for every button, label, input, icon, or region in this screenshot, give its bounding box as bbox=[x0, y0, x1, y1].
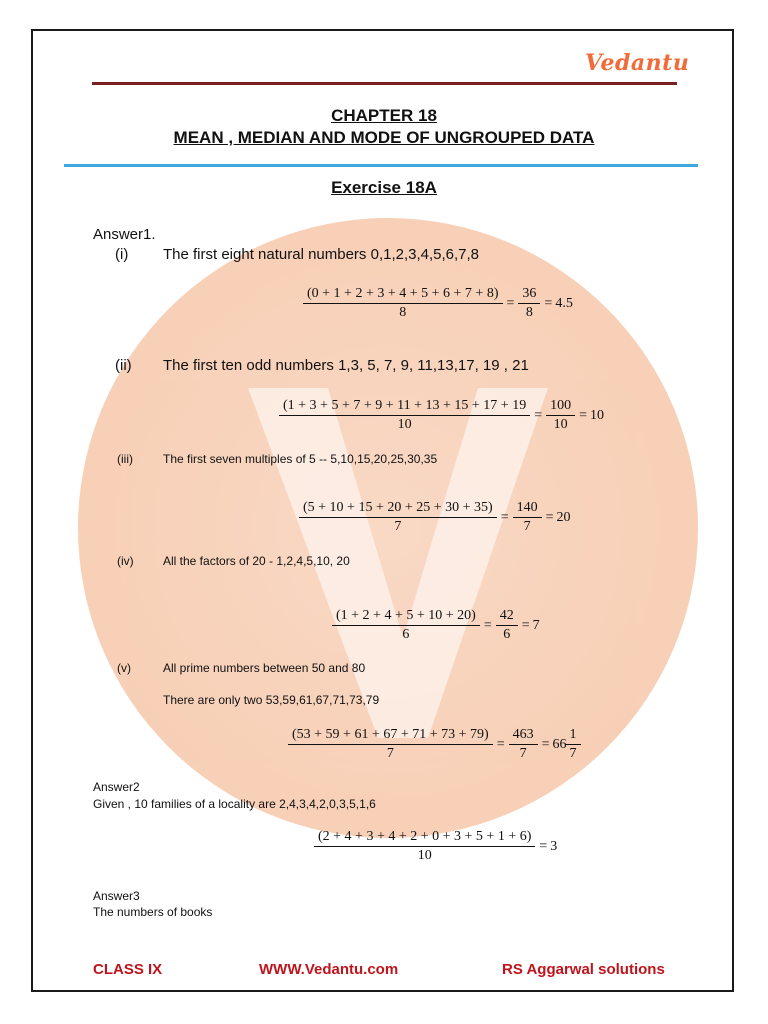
item-i-numerator: (0 + 1 + 2 + 3 + 4 + 5 + 6 + 7 + 8) bbox=[307, 286, 499, 301]
chapter-subtitle: MEAN , MEDIAN AND MODE OF UNGROUPED DATA bbox=[173, 128, 595, 147]
answer2-heading: Answer2 bbox=[93, 780, 140, 794]
item-v-result-den: 7 bbox=[509, 744, 538, 762]
item-iii-result: 20 bbox=[556, 509, 571, 525]
item-v-numerator: (53 + 59 + 61 + 67 + 71 + 73 + 79) bbox=[292, 727, 489, 742]
item-iv-text: All the factors of 20 - 1,2,4,5,10, 20 bbox=[163, 554, 350, 568]
item-ii-result-num: 100 bbox=[550, 398, 572, 413]
item-iv-label: (iv) bbox=[117, 554, 134, 568]
item-i-equation: $\frac{(0 + 1 + 2 + 3 + 4 + 5 + 6 + 7 + 8)}{8}$ = $\frac{36}{8}$ = 4.5 bbox=[302, 286, 573, 321]
answer2-numerator: (2 + 4 + 3 + 4 + 2 + 0 + 3 + 5 + 1 + 6) bbox=[318, 829, 532, 844]
item-iii-label: (iii) bbox=[117, 452, 133, 466]
item-iv-denominator: 6 bbox=[332, 625, 480, 643]
item-v-denominator: 7 bbox=[288, 744, 493, 762]
item-i-text: The first eight natural numbers 0,1,2,3,4,5,6,7,8 bbox=[163, 246, 480, 263]
answer2-denominator: 10 bbox=[314, 846, 535, 864]
header-divider bbox=[92, 82, 677, 85]
item-v-result-whole: 66 bbox=[552, 736, 567, 752]
footer-website-link[interactable]: WWW.Vedantu.com bbox=[259, 961, 399, 978]
vedantu-logo: Vedantu bbox=[585, 50, 690, 76]
item-ii-denominator: 10 bbox=[279, 415, 530, 433]
answer1-heading: Answer1. bbox=[93, 226, 156, 243]
item-iv-equation: $\frac{(1 + 2 + 4 + 5 + 10 + 20)}{6}$ = $\frac{42}{6}$ = 7 bbox=[331, 608, 540, 643]
footer-class: CLASS IX bbox=[93, 961, 163, 978]
item-ii-equation: $\frac{(1 + 3 + 5 + 7 + 9 + 11 + 13 + 15 + 17 + 19}{10}$ = $\frac{100}{10}$ = 10 bbox=[278, 398, 604, 433]
item-v-result-frac-den: 7 bbox=[566, 744, 581, 762]
item-iii-denominator: 7 bbox=[299, 517, 497, 535]
item-iv-result-den: 6 bbox=[496, 625, 518, 643]
item-iv-result-num: 42 bbox=[499, 608, 514, 623]
item-iii-result-den: 7 bbox=[513, 517, 542, 535]
item-v-result-num: 463 bbox=[512, 727, 534, 742]
answer2-text: Given , 10 families of a locality are 2,4,3,4,2,0,3,5,1,6 bbox=[93, 797, 376, 811]
item-i-label: (i) bbox=[115, 246, 129, 263]
item-iii-text: The first seven multiples of 5 -- 5,10,15,20,25,30,35 bbox=[163, 452, 438, 466]
item-ii-result-den: 10 bbox=[546, 415, 575, 433]
item-ii-result: 10 bbox=[590, 407, 605, 423]
item-v-label: (v) bbox=[117, 661, 131, 675]
item-v-result-frac-num: 1 bbox=[569, 727, 577, 742]
item-i-result: 4.5 bbox=[555, 295, 573, 311]
item-ii-text: The first ten odd numbers 1,3, 5, 7, 9, 11,13,17, 19 , 21 bbox=[163, 357, 529, 374]
item-iii-equation: $\frac{(5 + 10 + 15 + 20 + 25 + 30 + 35)}{7}$ = $\frac{140}{7}$ = 20 bbox=[298, 500, 571, 535]
item-ii-label: (ii) bbox=[115, 357, 132, 374]
footer-book-title: RS Aggarwal solutions bbox=[502, 961, 665, 978]
item-iv-result: 7 bbox=[532, 617, 540, 633]
item-iv-numerator: (1 + 2 + 4 + 5 + 10 + 20) bbox=[336, 608, 476, 623]
answer2-result: 3 bbox=[550, 838, 558, 854]
item-ii-numerator: (1 + 3 + 5 + 7 + 9 + 11 + 13 + 15 + 17 + 19 bbox=[283, 398, 527, 413]
item-v-note: There are only two 53,59,61,67,71,73,79 bbox=[163, 693, 380, 707]
item-v-text: All prime numbers between 50 and 80 bbox=[163, 661, 366, 675]
answer2-equation: $\frac{(2 + 4 + 3 + 4 + 2 + 0 + 3 + 5 + 1 + 6)}{10}$ = 3 bbox=[313, 829, 557, 864]
item-i-result-num: 36 bbox=[522, 286, 537, 301]
item-v-mixed-result bbox=[553, 727, 582, 762]
title-divider bbox=[64, 164, 698, 167]
item-v-equation: $\frac{(53 + 59 + 61 + 67 + 71 + 73 + 79)}{7}$ = $\frac{463}{7}$ = 66 $\frac{1}{7}$ bbox=[287, 727, 582, 762]
answer3-heading: Answer3 bbox=[93, 889, 140, 903]
answer3-text: The numbers of books bbox=[93, 905, 213, 919]
item-i-denominator: 8 bbox=[303, 303, 503, 321]
item-i-result-den: 8 bbox=[518, 303, 540, 321]
chapter-title: CHAPTER 18 bbox=[331, 106, 437, 125]
item-iii-result-num: 140 bbox=[516, 500, 538, 515]
item-iii-numerator: (5 + 10 + 15 + 20 + 25 + 30 + 35) bbox=[303, 500, 493, 515]
exercise-title: Exercise 18A bbox=[331, 178, 437, 197]
